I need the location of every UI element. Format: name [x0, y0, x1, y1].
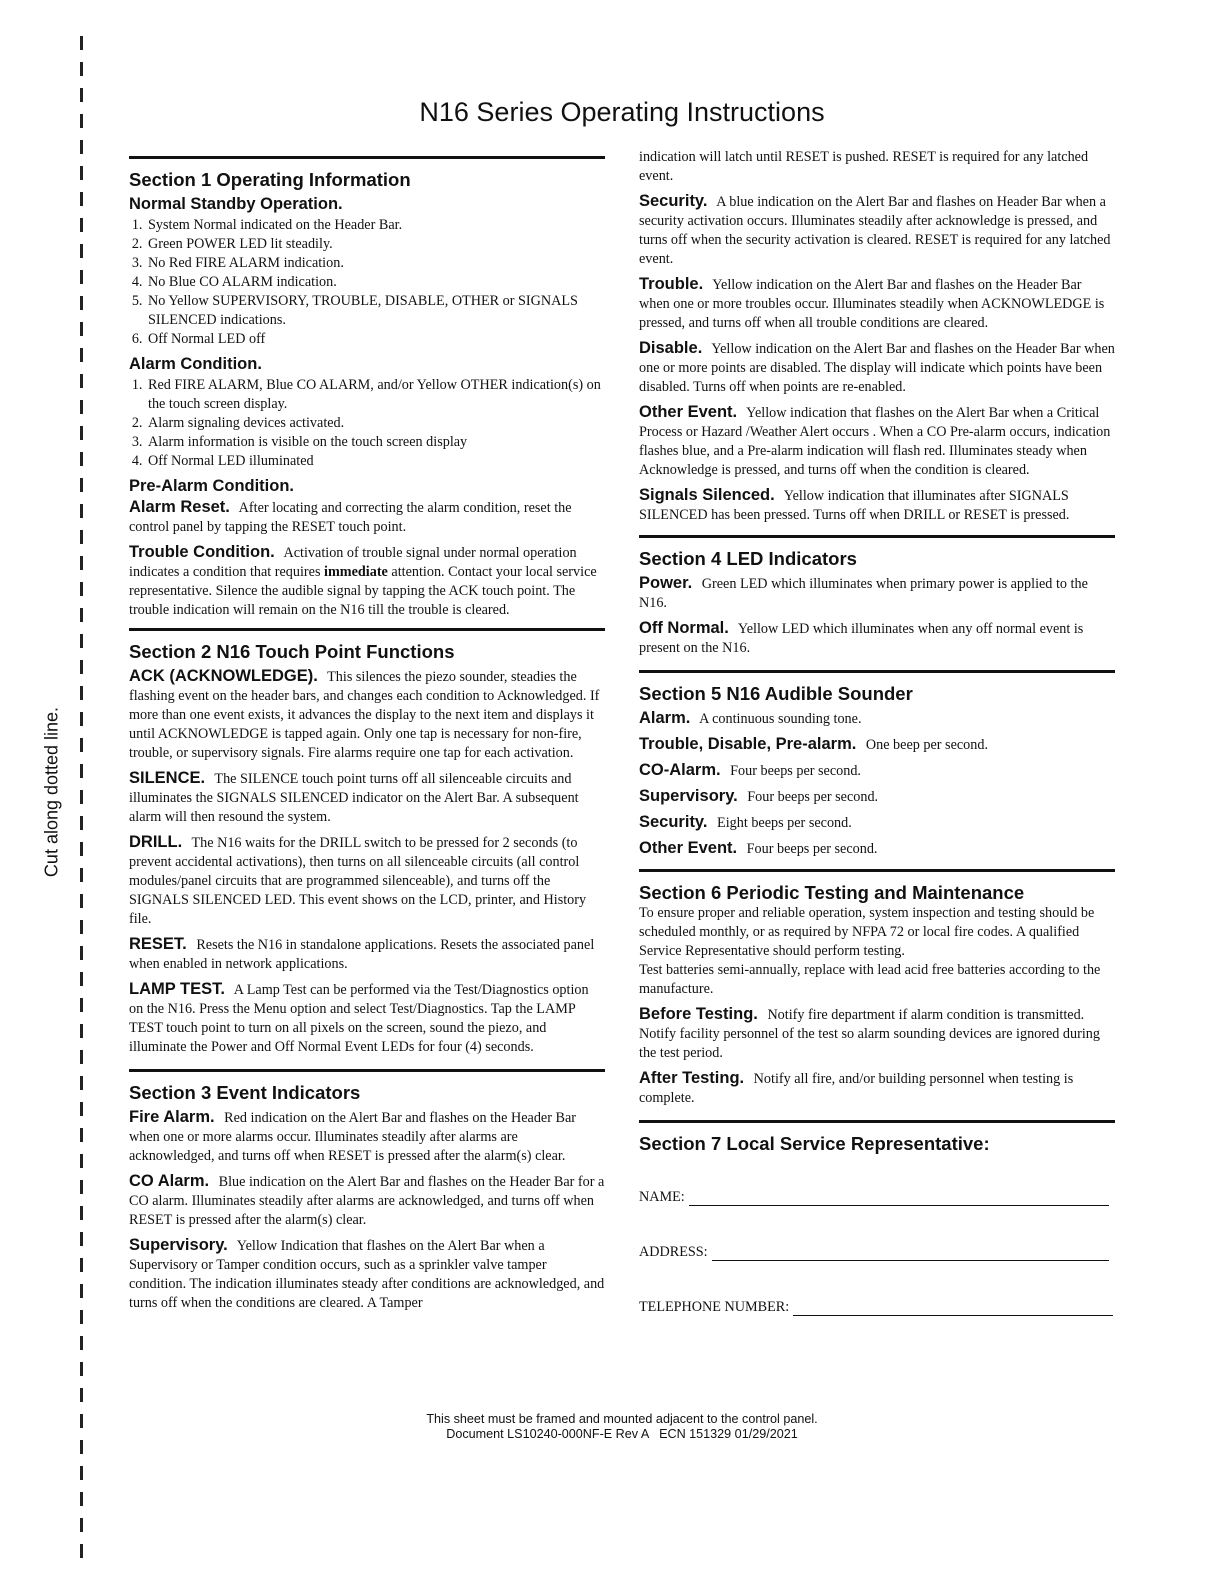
sounder-text: Eight beeps per second. — [717, 815, 852, 831]
testing-intro: To ensure proper and reliable operation, system inspection and testing should be scheduled monthly, or as required by NFPA 72 or local fire codes. A qualified Service Representative should perform testing. — [639, 905, 1095, 959]
section-2-heading: Section 2 N16 Touch Point Functions — [129, 641, 455, 662]
before-testing-text: Notify fire department if alarm condition is transmitted. Notify facility personnel of the test so alarm sounding devices are ignored during the test period. — [639, 1007, 1100, 1061]
list-item: 4. No Blue CO ALARM indication. — [146, 273, 605, 292]
cut-dotted-line — [80, 36, 83, 1558]
section-rule — [639, 1120, 1115, 1123]
supervisory-text: Yellow Indication that flashes on the Alert Bar when a Supervisory or Tamper condition occurs, such as a sprinkler valve tamper condition. The indication illuminates steady after conditions are acknowledged, and turns off when the conditions are cleared. A Tamper — [129, 1238, 605, 1311]
list-item: 3. Alarm information is visible on the touch screen display — [146, 433, 605, 452]
sounder-item — [639, 839, 1115, 859]
name-row — [639, 1189, 1115, 1206]
co-alarm-block — [129, 1172, 605, 1230]
page-title: N16 Series Operating Instructions — [419, 97, 825, 127]
sounder-text: One beep per second. — [865, 737, 988, 753]
trouble-condition-block — [129, 543, 605, 620]
trouble-block — [639, 275, 1115, 333]
security-block — [639, 192, 1115, 269]
supervisory-continued: indication will latch until RESET is pushed. RESET is required for any latched event. — [639, 149, 1089, 184]
disable-text: Yellow indication on the Alert Bar and flashes on the Header Bar when one or more points are disabled. The display will indicate which points have been disabled. Turns off when points are re-enabled. — [639, 341, 1115, 395]
batteries-note: Test batteries semi-annually, replace with lead acid free batteries according to the manufacture. — [639, 962, 1101, 997]
pre-alarm-heading: Pre-Alarm Condition. — [129, 477, 295, 495]
sounder-item — [639, 813, 1115, 833]
section-rule — [129, 1069, 605, 1072]
address-row — [639, 1244, 1115, 1261]
name-label: NAME: — [639, 1189, 685, 1205]
normal-standby-list — [129, 216, 605, 349]
sounder-term: Trouble, Disable, Pre-alarm. — [639, 735, 857, 753]
section-1-heading: Section 1 Operating Information — [129, 169, 411, 190]
lamp-test-text: A Lamp Test can be performed via the Test/Diagnostics option on the N16. Press the Menu option and select Test/Diagnostics. Tap the LAMP TEST touch point to turn on all pixels on the screen, sound the piezo, and illuminate the Power and Off Normal Event LEDs for four (4) seconds. — [129, 982, 589, 1055]
drill-text: The N16 waits for the DRILL switch to be pressed for 2 seconds (to prevent accidental activations), then turns on all silenceable circuits (all control modules/panel circuits that are programmed silenceable), and turns off the SIGNALS SILENCED LED. This event shows on the LCD, printer, and History file. — [129, 835, 587, 927]
telephone-field[interactable] — [793, 1299, 1113, 1316]
list-item: 1. System Normal indicated on the Header Bar. — [146, 216, 605, 235]
footer-mounting-note: This sheet must be framed and mounted adjacent to the control panel. — [426, 1412, 818, 1426]
sounder-term: Alarm. — [639, 709, 691, 727]
after-testing-term: After Testing. — [639, 1069, 745, 1087]
section-rule — [639, 869, 1115, 872]
footer-document-id: Document LS10240-000NF-E Rev A ECN 151329 01/29/2021 — [446, 1427, 798, 1441]
section-rule — [639, 670, 1115, 673]
sounder-term: Security. — [639, 813, 708, 831]
other-event-term: Other Event. — [639, 403, 738, 421]
sounder-text: Four beeps per second. — [730, 763, 861, 779]
co-alarm-text: Blue indication on the Alert Bar and flashes on the Header Bar for a CO alarm. Illuminates steadily after alarms are acknowledged, and turns off when RESET is pressed after the alarm(s) clear. — [129, 1174, 605, 1228]
section-rule — [129, 628, 605, 631]
disable-term: Disable. — [639, 339, 703, 357]
signals-silenced-text: Yellow indication that illuminates after SIGNALS SILENCED has been pressed. Turns off when DRILL or RESET is pressed. — [639, 488, 1070, 523]
silence-text: The SILENCE touch point turns off all silenceable circuits and illuminates the SIGNALS SILENCED indicator on the Alert Bar. A subsequent alarm will then resound the system. — [129, 771, 579, 825]
list-item: 1. Red FIRE ALARM, Blue CO ALARM, and/or Yellow OTHER indication(s) on the touch screen display. — [146, 376, 605, 414]
list-item: 4. Off Normal LED illuminated — [146, 452, 605, 471]
list-item: 5. No Yellow SUPERVISORY, TROUBLE, DISABLE, OTHER or SIGNALS SILENCED indications. — [146, 292, 605, 330]
alarm-reset-term: Alarm Reset. — [129, 498, 230, 516]
list-item: 2. Green POWER LED lit steadily. — [146, 235, 605, 254]
section-rule — [639, 535, 1115, 538]
sounder-term: Other Event. — [639, 839, 738, 857]
sounder-term: Supervisory. — [639, 787, 738, 805]
alarm-reset-block — [129, 498, 605, 537]
silence-block — [129, 769, 605, 827]
sounder-item — [639, 735, 1115, 755]
section-4-heading: Section 4 LED Indicators — [639, 548, 857, 569]
sounder-text: A continuous sounding tone. — [699, 711, 862, 727]
list-item: 2. Alarm signaling devices activated. — [146, 414, 605, 433]
other-event-text: Yellow indication that flashes on the Alert Bar when a Critical Process or Hazard /Weather Alert occurs . When a CO Pre-alarm occurs, indication flashes blue, and a Pre-alarm indication will flash red. Illuminates steady when Acknowledge is pressed, and turns off when the condition is cleared. — [639, 405, 1111, 478]
drill-block — [129, 833, 605, 929]
off-normal-text: Yellow LED which illuminates when any off normal event is present on the N16. — [639, 621, 1084, 656]
fire-alarm-text: Red indication on the Alert Bar and flashes on the Header Bar when one or more alarms occur. Illuminates steadily after alarms are acknowledged, and turns off when RESET is pressed after the alarm(s) clear. — [129, 1110, 576, 1164]
trouble-condition-term: Trouble Condition. — [129, 543, 275, 561]
security-text: A blue indication on the Alert Bar and flashes on Header Bar when a security activation occurs. Illuminates steadily after acknowledge is pressed, and turns off when the security activation is cleared. RESET is required for any latched event. — [639, 194, 1111, 267]
trouble-term: Trouble. — [639, 275, 704, 293]
drill-term: DRILL. — [129, 833, 183, 851]
reset-term: RESET. — [129, 935, 187, 953]
left-column — [129, 148, 605, 1319]
off-normal-term: Off Normal. — [639, 619, 729, 637]
trouble-condition-text-b: attention. Contact your local service representative. Silence the audible signal by tapping the ACK touch point. The trouble indication will remain on the N16 till the trouble is cleared. — [129, 564, 597, 618]
alarm-condition-list — [129, 376, 605, 471]
alarm-condition-heading: Alarm Condition. — [129, 355, 262, 373]
section-3-heading: Section 3 Event Indicators — [129, 1082, 361, 1103]
footer — [0, 1412, 1224, 1442]
list-item: 6. Off Normal LED off — [146, 330, 605, 349]
security-term: Security. — [639, 192, 708, 210]
ack-text: This silences the piezo sounder, steadies the flashing event on the header bars, and changes each condition to Acknowledged. If more than one event exists, it advances the display to the next item and displays it until ACKNOWLEDGE is tapped again. Only one tap is necessary for non-fire, trouble, or supervisory signals. Fire alarms require one tap for each activation. — [129, 669, 600, 761]
sounder-item — [639, 709, 1115, 729]
reset-text: Resets the N16 in standalone applications. Resets the associated panel when enabled in network applications. — [129, 937, 595, 972]
section-6-heading: Section 6 Periodic Testing and Maintenance — [639, 882, 1025, 903]
fire-alarm-block — [129, 1108, 605, 1166]
ack-block — [129, 667, 605, 763]
trouble-condition-emphasis: immediate — [324, 564, 388, 580]
right-column — [639, 148, 1115, 1316]
silence-term: SILENCE. — [129, 769, 206, 787]
name-field[interactable] — [689, 1189, 1109, 1206]
list-item: 3. No Red FIRE ALARM indication. — [146, 254, 605, 273]
reset-block — [129, 935, 605, 974]
alarm-reset-text: After locating and correcting the alarm condition, reset the control panel by tapping the RESET touch point. — [129, 500, 572, 535]
sounder-text: Four beeps per second. — [747, 789, 879, 805]
other-event-block — [639, 403, 1115, 480]
ack-term: ACK (ACKNOWLEDGE). — [129, 667, 318, 685]
signals-silenced-block — [639, 486, 1115, 525]
after-testing-block — [639, 1069, 1115, 1108]
after-testing-text: Notify all fire, and/or building personnel when testing is complete. — [639, 1071, 1074, 1106]
cut-label: Cut along dotted line. — [41, 706, 62, 878]
address-field[interactable] — [712, 1244, 1109, 1261]
sounder-text: Four beeps per second. — [746, 841, 878, 857]
signals-silenced-term: Signals Silenced. — [639, 486, 775, 504]
sounder-item — [639, 787, 1115, 807]
power-text: Green LED which illuminates when primary power is applied to the N16. — [639, 576, 1088, 611]
trouble-condition-text-a: Activation of trouble signal under normal operation indicates a condition that requires — [129, 545, 577, 580]
power-block — [639, 574, 1115, 613]
fire-alarm-term: Fire Alarm. — [129, 1108, 215, 1126]
before-testing-block — [639, 1005, 1115, 1063]
power-term: Power. — [639, 574, 693, 592]
lamp-test-term: LAMP TEST. — [129, 980, 225, 998]
lamp-test-block — [129, 980, 605, 1057]
section-5-heading: Section 5 N16 Audible Sounder — [639, 683, 913, 704]
section-rule — [129, 156, 605, 159]
supervisory-term: Supervisory. — [129, 1236, 228, 1254]
supervisory-block — [129, 1236, 605, 1313]
co-alarm-term: CO Alarm. — [129, 1172, 210, 1190]
trouble-text: Yellow indication on the Alert Bar and flashes on the Header Bar when one or more troubles occur. Illuminates steadily when ACKNOWLEDGE is pressed, and turns off when all trouble conditions are cleared. — [639, 277, 1105, 331]
off-normal-block — [639, 619, 1115, 658]
disable-block — [639, 339, 1115, 397]
telephone-row — [639, 1299, 1115, 1316]
section-7-heading: Section 7 Local Service Representative: — [639, 1133, 990, 1154]
address-label: ADDRESS: — [639, 1244, 708, 1260]
before-testing-term: Before Testing. — [639, 1005, 758, 1023]
sounder-term: CO-Alarm. — [639, 761, 721, 779]
telephone-label: TELEPHONE NUMBER: — [639, 1299, 790, 1315]
sounder-item — [639, 761, 1115, 781]
normal-standby-heading: Normal Standby Operation. — [129, 195, 343, 213]
